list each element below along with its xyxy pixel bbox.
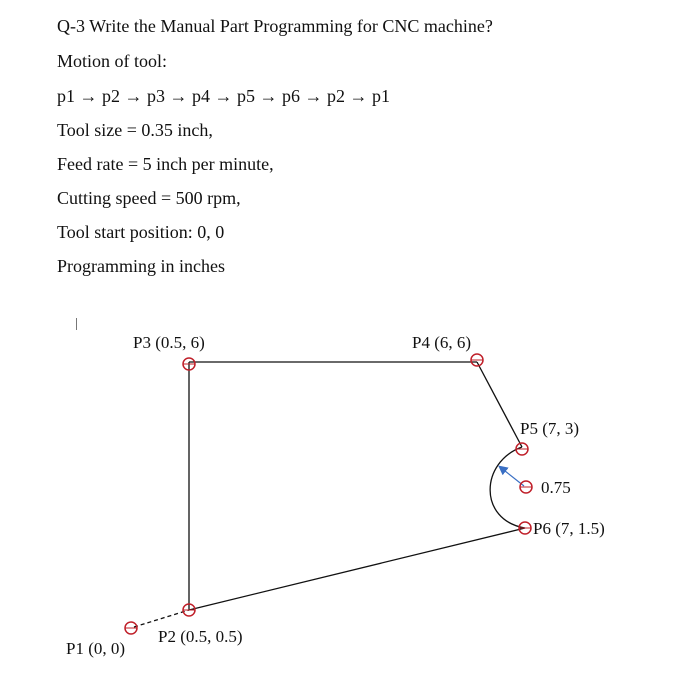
path-p4-p5 (477, 362, 522, 447)
question-title: Q-3 Write the Manual Part Programming for CNC machine? (57, 16, 493, 36)
label-p6: P6 (7, 1.5) (533, 519, 605, 538)
cutting-speed: Cutting speed = 500 rpm, (57, 188, 241, 208)
label-p5: P5 (7, 3) (520, 419, 580, 438)
motion-label: Motion of tool: (57, 51, 168, 71)
label-p4: P4 (6, 6) (412, 333, 472, 352)
motion-path: p1 → p2 → p3 → p4 → p5 → p6 → p2 → p1 (57, 86, 390, 106)
label-arc-radius: 0.75 (541, 478, 571, 497)
tool-start-position: Tool start position: 0, 0 (57, 222, 225, 242)
label-p1: P1 (0, 0) (66, 639, 126, 658)
label-p3: P3 (0.5, 6) (133, 333, 205, 352)
point-marker-arc-center (520, 481, 532, 493)
label-p2: P2 (0.5, 0.5) (158, 627, 243, 646)
path-p1-p2-dashed (134, 610, 189, 627)
arc-radius-arrow (500, 467, 524, 486)
point-marker-p1 (125, 622, 137, 634)
point-marker-p4 (471, 354, 483, 366)
feed-rate: Feed rate = 5 inch per minute, (57, 154, 274, 174)
point-marker-p6 (519, 522, 531, 534)
tool-size: Tool size = 0.35 inch, (57, 120, 213, 140)
point-marker-p5 (516, 443, 528, 455)
path-p6-p2 (189, 528, 525, 610)
programming-units: Programming in inches (57, 256, 225, 276)
